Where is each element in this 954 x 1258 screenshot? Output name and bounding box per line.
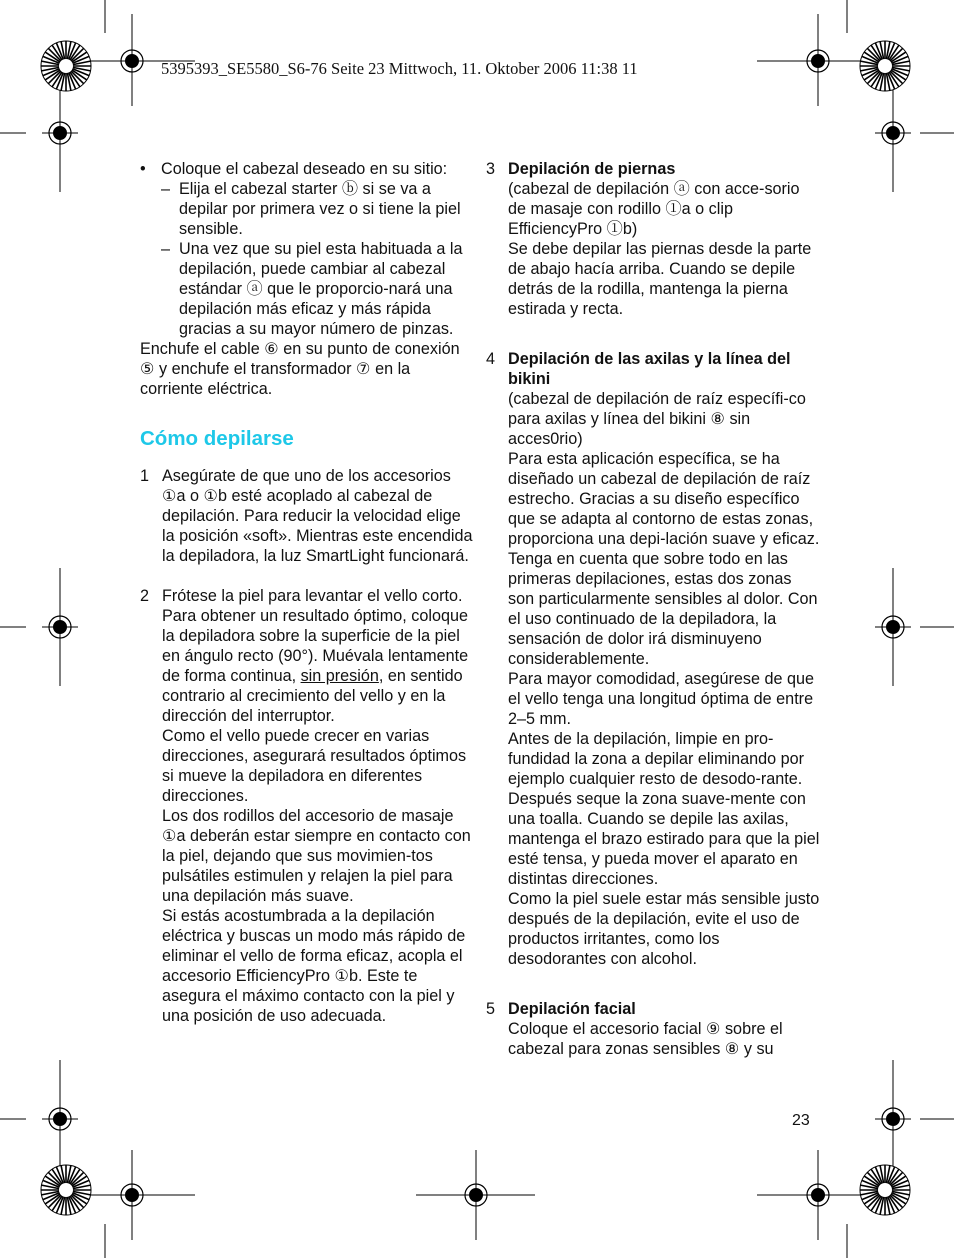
left-column (140, 159, 475, 1026)
step-text: Asegúrate de que uno de los accesorios ①a o ①b esté acoplado al cabezal de depilación. Para reducir la velocidad elige la posición «soft». Mientras este encendida la depiladora, la luz SmartLight funcionará. (162, 467, 473, 565)
step-title-text: Depilación de las axilas y la línea del bikini (508, 350, 791, 388)
step-title-text: Depilación facial (508, 1000, 636, 1018)
numbered-step-4 (486, 349, 821, 969)
step-number: 3 (486, 160, 496, 178)
step-number: 2 (140, 587, 150, 605)
step-paragraph: (cabezal de depilación ⓐ con acce-sorio de masaje con rodillo ①a o clip EfficiencyPro ①b) (508, 180, 800, 238)
right-column (486, 159, 821, 1059)
plug-in-text: Enchufe el cable ⑥ en su punto de conexión ⑤ y enchufe el transformador ⑦ en la corriente eléctrica. (140, 340, 460, 398)
step-text-part: Frótese la piel para levantar el vello corto. Para obtener un resultado óptimo, coloque la depiladora sobre la superficie de la piel en ángulo recto (90°). Muévala lentamente de forma continua, (162, 587, 469, 685)
step-paragraph: Antes de la depilación, limpie en pro-fundidad la zona a depilar eliminando por ejemplo cualquier resto de desodo-rante. Después seque la zona suave-mente con una toalla. Cuando se depile las axilas, mantenga el brazo estirado para que la piel esté tensa, y pueda mover el aparato en distintas direcciones. (508, 730, 820, 888)
step-paragraph: Tenga en cuenta que sobre todo en las primeras depilaciones, estas dos zonas son particularmente sensibles al dolor. Con el uso continuado de la depiladora, la sensación de dolor irá disminuyeno considerablemente. (508, 550, 818, 668)
step-paragraph: Coloque el accesorio facial ⑨ sobre el cabezal para zonas sensibles ⑧ y su (508, 1020, 783, 1058)
underlined-text: sin presión (300, 667, 379, 685)
step-number: 1 (140, 467, 150, 485)
step-text (162, 586, 475, 726)
step-title (508, 159, 821, 179)
numbered-step-2 (140, 586, 475, 1026)
numbered-step-1 (140, 466, 475, 566)
step-paragraph: Para esta aplicación específica, se ha diseñado un cabezal de depilación de raíz estrecho. Gracias a su diseño específico que se adapta al contorno de estas zonas, proporciona una depi-lación suave y eficaz. (508, 450, 820, 548)
step-paragraph: Como el vello puede crecer en varias direcciones, asegurará resultados óptimos si mueve la depiladora en diferentes direcciones. (162, 727, 467, 805)
step-paragraph: Para mayor comodidad, asegúrese de que el vello tenga una longitud óptima de entre 2–5 mm. (508, 670, 814, 728)
step-paragraph: (cabezal de depilación de raíz específi-co para axilas y línea del bikini ⑧ sin acces0rio) (508, 390, 806, 448)
step-text-part: , en sentido contrario al crecimiento del vello y en la dirección del interruptor. (162, 667, 463, 725)
step-paragraph: Como la piel suele estar más sensible justo después de la depilación, evite el uso de productos irritantes, como los desodorantes con alcohol. (508, 890, 820, 968)
dash-text-starter: Elija el cabezal starter ⓑ si se va a depilar por primera vez o si tiene la piel sensible. (179, 180, 461, 238)
section-heading: Cómo depilarse (140, 427, 294, 450)
dash-item (161, 179, 475, 239)
bullet-intro: Coloque el cabezal deseado en su sitio: (161, 160, 448, 178)
step-paragraph: Si estás acostumbrada a la depilación eléctrica y buscas un modo más rápido de eliminar el vello de forma eficaz, acopla el accesorio EfficiencyPro ①b. Este te asegura el máximo contacto con la piel y una posición de uso adecuada. (162, 907, 466, 1025)
dash-icon: – (161, 180, 171, 198)
print-slug-header: 5395393_SE5580_S6-76 Seite 23 Mittwoch, 11. Oktober 2006 11:38 11 (161, 59, 638, 78)
step-title (508, 999, 821, 1019)
numbered-step-3 (486, 159, 821, 319)
bullet-icon: • (140, 160, 146, 178)
step-paragraph: Se debe depilar las piernas desde la parte de abajo hacía arriba. Cuando se depile detrás de la rodilla, mantenga la pierna estirada y recta. (508, 240, 812, 318)
step-number: 4 (486, 350, 496, 368)
step-number: 5 (486, 1000, 496, 1018)
step-title-text: Depilación de piernas (508, 160, 676, 178)
bullet-item (140, 159, 475, 339)
page-number: 23 (792, 1112, 810, 1129)
dash-text-standard: Una vez que su piel esta habituada a la depilación, puede cambiar al cabezal estándar ⓐ que le proporcio-nará una depilación más eficaz y más rápida gracias a su mayor número de pinzas. (179, 240, 463, 338)
step-paragraph: Los dos rodillos del accesorio de masaje ①a deberán estar siempre en contacto con la piel, dejando que sus movimien-tos pulsátiles estimulen y relajen la piel para una depilación más suave. (162, 807, 471, 905)
step-title (508, 349, 821, 389)
numbered-step-5 (486, 999, 821, 1059)
dash-icon: – (161, 240, 171, 258)
dash-item (161, 239, 475, 339)
